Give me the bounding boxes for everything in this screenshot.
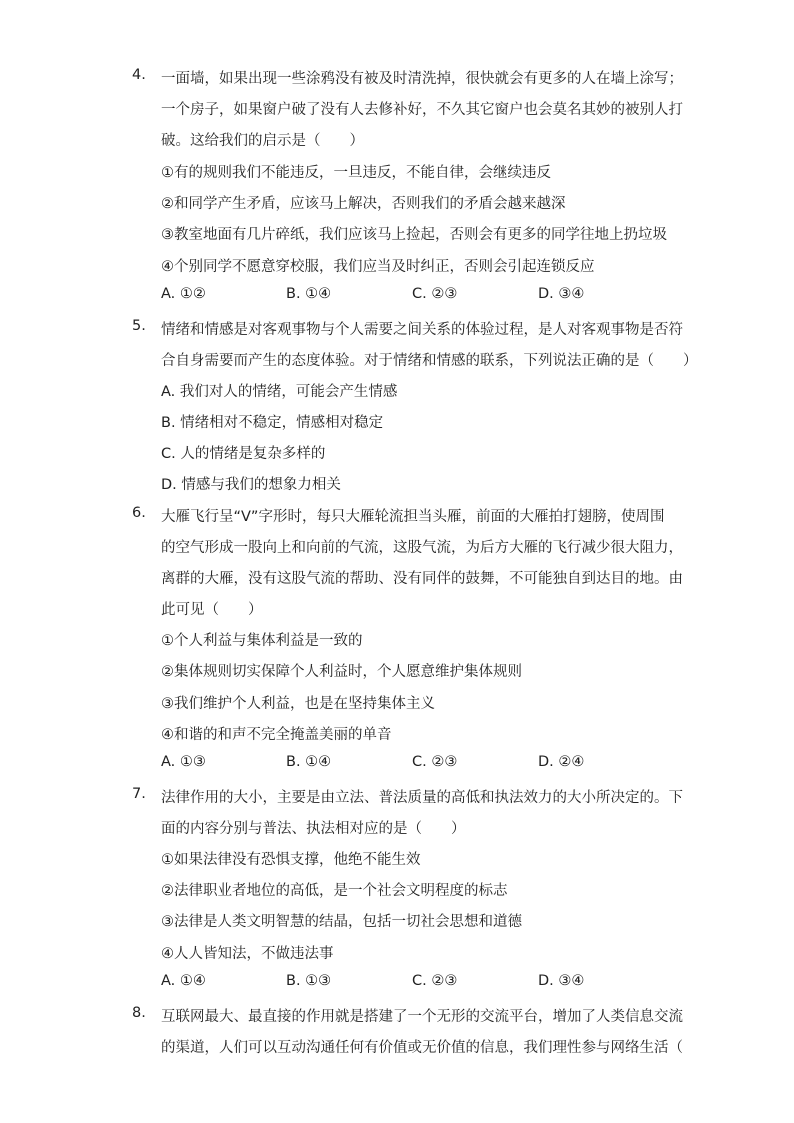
statement-4: ④人人皆知法，不做违法事 xyxy=(161,946,334,962)
question-stem-line: 合自身需要而产生的态度体验。对于情绪和情感的联系，下列说法正确的是（ ） xyxy=(161,353,698,369)
question-stem-line: 离群的大雁，没有这股气流的帮助、没有同伴的鼓舞，不可能独自到达目的地。由 xyxy=(161,571,683,587)
question-number: 8. xyxy=(132,1005,146,1021)
question-stem-line: 的空气形成一股向上和向前的气流，这股气流，为后方大雁的飞行减少很大阻力， xyxy=(161,540,683,556)
option-c: C. 人的情绪是复杂多样的 xyxy=(161,446,326,462)
question-stem-line: 此可见（ ） xyxy=(161,602,263,618)
option-b: B. ①③ xyxy=(286,973,332,989)
question-stem-line: 面的内容分别与普法、执法相对应的是（ ） xyxy=(161,821,466,837)
option-d: D. ③④ xyxy=(538,973,585,989)
question-number: 7. xyxy=(132,786,146,802)
answer-options xyxy=(161,973,681,993)
statement-2: ②法律职业者地位的高低，是一个社会文明程度的标志 xyxy=(161,883,508,899)
question-stem-line: 破。这给我们的启示是（ ） xyxy=(161,133,364,149)
statement-4: ④和谐的和声不完全掩盖美丽的单音 xyxy=(161,727,392,743)
question-stem-line: 互联网最大、最直接的作用就是搭建了一个无形的交流平台，增加了人类信息交流 xyxy=(161,1009,683,1025)
question-stem-line: 大雁飞行呈“V”字形时，每只大雁轮流担当头雁，前面的大雁拍打翅膀，使周围 xyxy=(161,509,665,525)
statement-3: ③教室地面有几片碎纸，我们应该马上捡起，否则会有更多的同学往地上扔垃圾 xyxy=(161,227,667,243)
question-stem-line: 的渠道，人们可以互动沟通任何有价值或无价值的信息，我们理性参与网络生活（ xyxy=(161,1040,683,1056)
question-number: 4. xyxy=(132,67,146,83)
option-a: A. ①④ xyxy=(161,973,206,989)
answer-options xyxy=(161,286,681,306)
statement-1: ①个人利益与集体利益是一致的 xyxy=(161,633,363,649)
option-c: C. ②③ xyxy=(412,754,458,770)
question-stem-line: 一面墙，如果出现一些涂鸦没有被及时清洗掉，很快就会有更多的人在墙上涂写； xyxy=(161,71,683,87)
option-c: C. ②③ xyxy=(412,286,458,302)
statement-1: ①如果法律没有恐惧支撑，他绝不能生效 xyxy=(161,852,421,868)
statement-3: ③法律是人类文明智慧的结晶，包括一切社会思想和道德 xyxy=(161,914,522,930)
option-a: A. 我们对人的情绪，可能会产生情感 xyxy=(161,384,398,400)
option-d: D. 情感与我们的想象力相关 xyxy=(161,477,341,493)
option-b: B. 情绪相对不稳定，情感相对稳定 xyxy=(161,415,384,431)
statement-2: ②集体规则切实保障个人利益时，个人愿意维护集体规则 xyxy=(161,664,522,680)
option-b: B. ①④ xyxy=(286,286,332,302)
statement-4: ④个别同学不愿意穿校服，我们应当及时纠正，否则会引起连锁反应 xyxy=(161,259,595,275)
statement-1: ①有的规则我们不能违反，一旦违反，不能自律，会继续违反 xyxy=(161,165,551,181)
question-stem-line: 情绪和情感是对客观事物与个人需要之间关系的体验过程，是人对客观事物是否符 xyxy=(161,322,683,338)
question-number: 6. xyxy=(132,505,146,521)
option-d: D. ②④ xyxy=(538,754,585,770)
question-stem-line: 法律作用的大小，主要是由立法、普法质量的高低和执法效力的大小所决定的。下 xyxy=(161,790,683,806)
statement-3: ③我们维护个人利益，也是在坚持集体主义 xyxy=(161,696,435,712)
question-stem-line: 一个房子，如果窗户破了没有人去修补好，不久其它窗户也会莫名其妙的被别人打 xyxy=(161,102,683,118)
option-d: D. ③④ xyxy=(538,286,585,302)
option-c: C. ②③ xyxy=(412,973,458,989)
answer-options xyxy=(161,754,681,774)
option-a: A. ①③ xyxy=(161,754,206,770)
option-b: B. ①④ xyxy=(286,754,332,770)
option-a: A. ①② xyxy=(161,286,206,302)
statement-2: ②和同学产生矛盾，应该马上解决，否则我们的矛盾会越来越深 xyxy=(161,196,566,212)
question-number: 5. xyxy=(132,318,146,334)
